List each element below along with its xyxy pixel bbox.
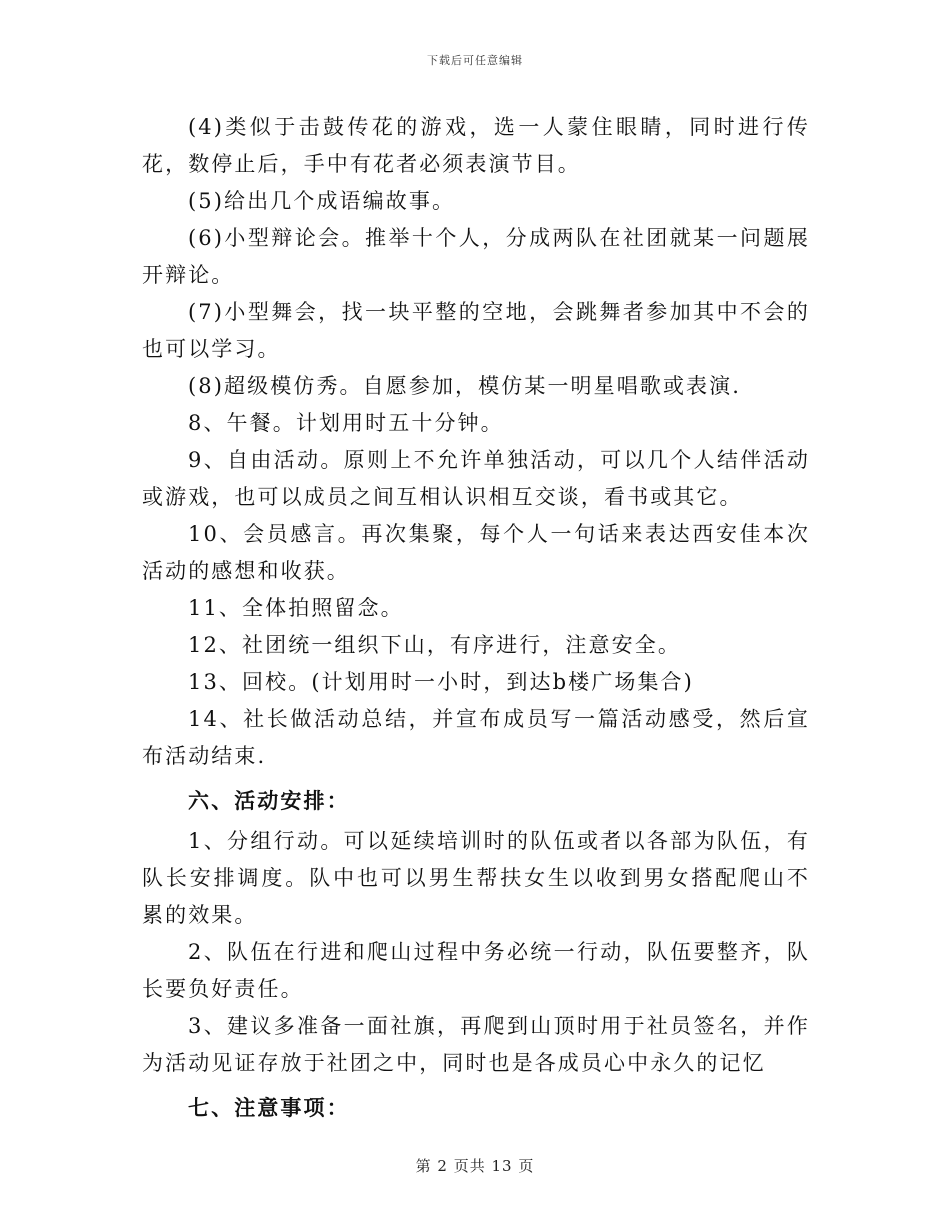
section-heading: 七、注意事项： xyxy=(188,1095,350,1120)
paragraph: (7)小型舞会，找一块平整的空地，会跳舞者参加其中不会的也可以学习。 xyxy=(142,300,810,361)
paragraph: (4)类似于击鼓传花的游戏，选一人蒙住眼睛，同时进行传花，数停止后，手中有花者必须表演节目。 xyxy=(142,115,810,176)
paragraph: (5)给出几个成语编故事。 xyxy=(188,189,456,213)
paragraph: 13、回校。(计划用时一小时，到达b楼广场集合) xyxy=(188,670,694,694)
paragraph: 8、午餐。计划用时五十分钟。 xyxy=(188,411,504,435)
page-header: 下载后可任意编辑 xyxy=(427,54,523,67)
paragraph: 12、社团统一组织下山，有序进行，注意安全。 xyxy=(188,633,681,657)
paragraph: (6)小型辩论会。推举十个人，分成两队在社团就某一问题展开辩论。 xyxy=(142,226,810,287)
document-body xyxy=(142,109,810,1130)
paragraph: 10、会员感言。再次集聚，每个人一句话来表达西安佳本次活动的感想和收获。 xyxy=(142,522,810,583)
paragraph: 1、分组行动。可以延续培训时的队伍或者以各部为队伍，有队长安排调度。队中也可以男生帮扶女生以收到男女搭配爬山不累的效果。 xyxy=(142,829,810,927)
section-heading: 六、活动安排： xyxy=(188,788,350,813)
paragraph: (8)超级模仿秀。自愿参加，模仿某一明星唱歌或表演. xyxy=(188,374,742,398)
paragraph: 3、建议多准备一面社旗，再爬到山顶时用于社员签名，并作为活动见证存放于社团之中，同时也是各成员心中永久的记忆 xyxy=(142,1014,810,1075)
paragraph: 2、队伍在行进和爬山过程中务必统一行动，队伍要整齐，队长要负好责任。 xyxy=(142,940,810,1001)
paragraph: 11、全体拍照留念。 xyxy=(188,596,404,620)
paragraph: 9、自由活动。原则上不允许单独活动，可以几个人结伴活动或游戏，也可以成员之间互相认识相互交谈，看书或其它。 xyxy=(142,448,810,509)
page-number-footer: 第 2 页共 13 页 xyxy=(415,1157,535,1175)
paragraph: 14、社长做活动总结，并宣布成员写一篇活动感受，然后宣布活动结束. xyxy=(142,707,810,768)
